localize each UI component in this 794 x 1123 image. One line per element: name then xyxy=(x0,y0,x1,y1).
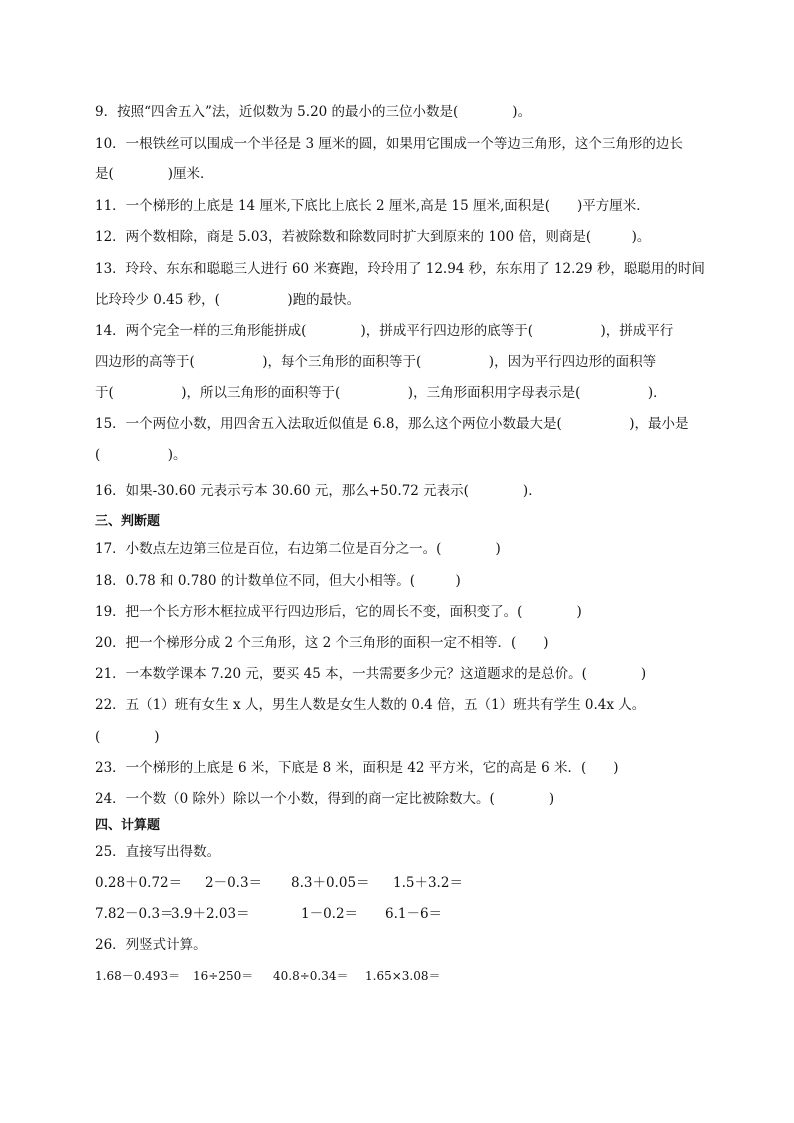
question-24: 24．一个数（0 除外）除以一个小数，得到的商一定比被除数大。( ) xyxy=(95,791,555,807)
question-16: 16．如果-30.60 元表示亏本 30.60 元，那么+50.72 元表示( )． xyxy=(95,483,542,499)
calc-item: 6.1－6＝ xyxy=(385,906,443,922)
calc-item: 1－0.2＝ xyxy=(301,906,359,922)
calc-item: 8.3＋0.05＝ xyxy=(291,875,370,891)
question-13-line-1: 13．玲玲、东东和聪聪三人进行 60 米赛跑，玲玲用了 12.94 秒，东东用了 12.29 秒，聪聪用的时间 xyxy=(95,261,705,277)
section-4-heading: 四、计算题 xyxy=(95,818,161,833)
question-12: 12．两个数相除，商是 5.03，若被除数和除数同时扩大到原来的 100 倍，则商是( )。 xyxy=(95,229,651,245)
question-23: 23．一个梯形的上底是 6 米，下底是 8 米，面积是 42 平方米，它的高是 6 米．( ) xyxy=(95,760,619,776)
calc-item: 7.82－0.3＝ xyxy=(95,906,174,922)
question-19: 19．把一个长方形木框拉成平行四边形后，它的周长不变，面积变了。( ) xyxy=(95,604,582,620)
calc-item: 1.68－0.493＝ xyxy=(95,969,181,983)
calc-item: 1.65×3.08＝ xyxy=(365,969,441,983)
question-15-line-1: 15．一个两位小数，用四舍五入法取近似值是 6.8，那么这个两位小数最大是( )，最小是 xyxy=(95,416,689,432)
calc-item: 40.8÷0.34＝ xyxy=(273,969,349,983)
question-17: 17．小数点左边第三位是百位，右边第二位是百分之一。( ) xyxy=(95,541,501,557)
calc-item: 16÷250＝ xyxy=(193,969,254,983)
question-26: 26．列竖式计算。 xyxy=(95,937,207,953)
question-10-line-1: 10．一根铁丝可以围成一个半径是 3 厘米的圆，如果用它围成一个等边三角形，这个三角形的边长 xyxy=(95,136,683,152)
question-14-line-2: 四边形的高等于( )，每个三角形的面积等于( )，因为平行四边形的面积等 xyxy=(95,354,657,370)
section-3-heading: 三、判断题 xyxy=(95,514,161,529)
calc-item: 1.5＋3.2＝ xyxy=(393,875,463,891)
vertical-calc-row xyxy=(95,967,705,985)
question-20: 20．把一个梯形分成 2 个三角形，这 2 个三角形的面积一定不相等．( ) xyxy=(95,635,549,651)
question-13-line-2: 比玲玲少 0.45 秒，( )跑的最快。 xyxy=(95,292,361,308)
question-9: 9．按照“四舍五入”法，近似数为 5.20 的最小的三位小数是( )。 xyxy=(95,104,532,120)
question-21: 21．一本数学课本 7.20 元，要买 45 本，一共需要多少元？这道题求的是总价。( ) xyxy=(95,666,647,682)
question-14-line-1: 14．两个完全一样的三角形能拼成( )，拼成平行四边形的底等于( )，拼成平行 xyxy=(95,323,674,339)
calc-item: 2－0.3＝ xyxy=(205,875,263,891)
question-22-line-1: 22．五（1）班有女生 x 人，男生人数是女生人数的 0.4 倍，五（1）班共有学生 0.4x 人。 xyxy=(95,697,646,713)
calc-item: 0.28＋0.72＝ xyxy=(95,875,183,891)
question-11: 11．一个梯形的上底是 14 厘米,下底比上底长 2 厘米,高是 15 厘米,面积是( )平方厘米． xyxy=(95,198,650,214)
question-15-line-2: ( )。 xyxy=(95,447,187,463)
mental-calc-row-2 xyxy=(95,905,705,923)
question-22-line-2: ( ) xyxy=(95,729,160,745)
question-10-line-2: 是( )厘米． xyxy=(95,166,214,182)
question-14-line-3: 于( )，所以三角形的面积等于( )，三角形面积用字母表示是( )． xyxy=(95,385,667,401)
question-18: 18．0.78 和 0.780 的计数单位不同，但大小相等。( ) xyxy=(95,573,461,589)
question-25: 25．直接写出得数。 xyxy=(95,844,221,860)
mental-calc-row-1 xyxy=(95,874,705,892)
calc-item: 3.9＋2.03＝ xyxy=(171,906,250,922)
